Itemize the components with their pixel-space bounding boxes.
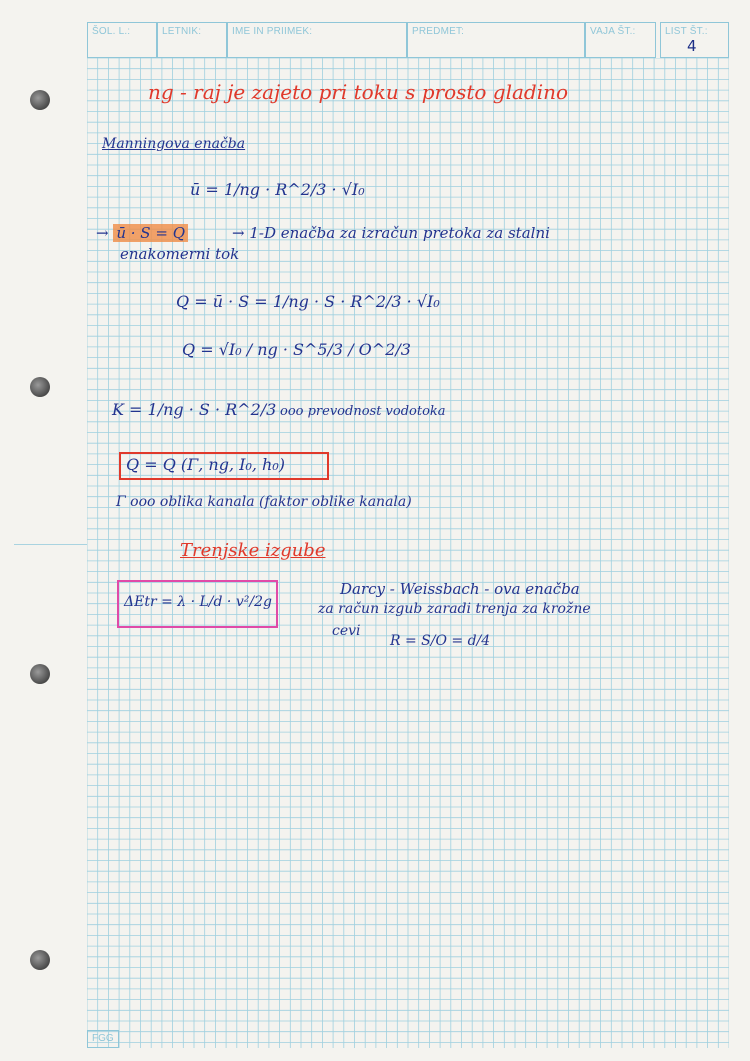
binder-hole xyxy=(30,950,50,970)
highlighted-equation: ū · S = Q xyxy=(113,224,188,242)
darcy-description: za račun izgub zaradi trenja za krožne xyxy=(318,601,591,617)
binder-hole xyxy=(30,90,50,110)
velocity-equation: ū = 1/ng · R^2/3 · √I₀ xyxy=(190,180,365,199)
header-label-sheet: LIST ŠT.: xyxy=(665,26,708,37)
friction-heading: Trenjske izgube xyxy=(180,540,326,561)
darcy-description-line3: cevi xyxy=(332,623,361,639)
footer-label: FGG xyxy=(92,1033,114,1044)
binder-hole xyxy=(30,664,50,684)
header-label-subject: PREDMET: xyxy=(412,26,465,37)
page-footer xyxy=(87,1030,119,1048)
header-label-name: IME IN PRIIMEK: xyxy=(232,26,313,37)
page-title: ng - raj je zajeto pri toku s prosto gladino xyxy=(148,80,569,104)
header-label-sol: ŠOL. L.: xyxy=(92,26,131,37)
flow-equation-description-line2: enakomerni tok xyxy=(120,245,240,263)
flow-equation-final: Q = √I₀ / ng · S^5/3 / O^2/3 xyxy=(182,340,411,359)
darcy-title: Darcy - Weissbach - ova enačba xyxy=(340,580,580,598)
header-cell-subject xyxy=(407,22,585,58)
conveyance-equation: K = 1/ng · S · R^2/3 xyxy=(112,400,277,419)
header-cell-exercise xyxy=(585,22,656,58)
flow-equation-tag: → ū · S = Q xyxy=(96,224,188,242)
flow-equation-description: → 1-D enačba za izračun pretoka za stalni xyxy=(232,224,550,242)
manning-heading: Manningova enačba xyxy=(102,136,246,152)
header-cell-name xyxy=(227,22,407,58)
binder-hole xyxy=(30,377,50,397)
header-label-letnik: LETNIK: xyxy=(162,26,202,37)
hydraulic-radius-equation: R = S/O = d/4 xyxy=(390,633,491,649)
friction-equation: ΔEtr = λ · L/d · v²/2g xyxy=(124,594,272,610)
fold-line xyxy=(14,544,87,545)
header-cell-sol xyxy=(87,22,157,58)
header-label-exercise: VAJA ŠT.: xyxy=(590,26,636,37)
page-header xyxy=(87,22,729,58)
flow-function-equation: Q = Q (Γ, ng, I₀, h₀) xyxy=(126,455,285,474)
header-cell-sheet xyxy=(660,22,729,58)
header-cell-letnik xyxy=(157,22,227,58)
sheet-number: 4 xyxy=(687,37,697,55)
shape-factor-description: Γ ooo oblika kanala (faktor oblike kanala) xyxy=(116,494,412,510)
conveyance-description: ooo prevodnost vodotoka xyxy=(280,404,446,419)
flow-equation-expanded: Q = ū · S = 1/ng · S · R^2/3 · √I₀ xyxy=(176,292,440,311)
